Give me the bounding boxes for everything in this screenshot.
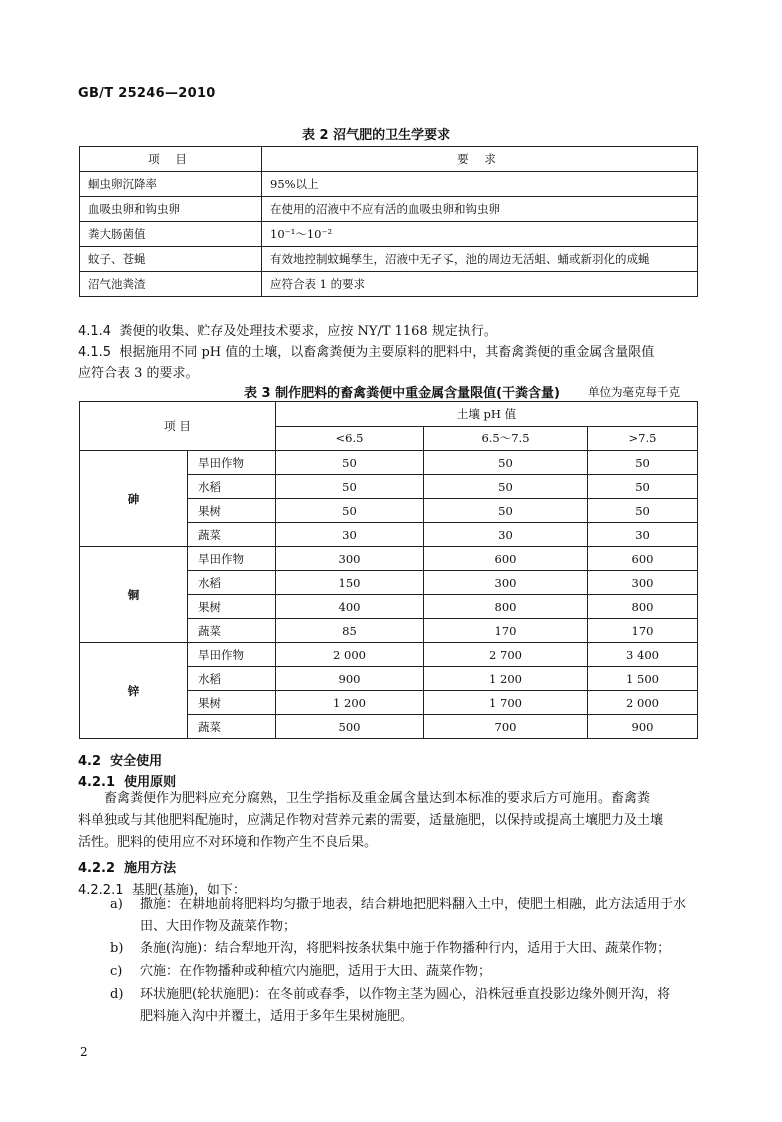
table2-col-item: 项 目 (80, 147, 262, 172)
list-item-text: 肥料施入沟中并覆土，适用于多年生果树施肥。 (140, 1009, 414, 1024)
table3-header-row (80, 402, 698, 427)
value-cell: 600 (424, 547, 588, 571)
table2-req: 在使用的沼液中不应有活的血吸虫卵和钩虫卵 (262, 197, 698, 222)
table-row (80, 247, 698, 272)
table2-req: 应符合表 1 的要求 (262, 272, 698, 297)
value-cell: 900 (588, 715, 698, 739)
value-cell: 50 (276, 499, 424, 523)
table-row (80, 172, 698, 197)
crop-label: 果树 (188, 499, 276, 523)
value-cell: 1 500 (588, 667, 698, 691)
table-row (80, 222, 698, 247)
table2-item: 蛔虫卵沉降率 (80, 172, 262, 197)
value-cell: 50 (588, 475, 698, 499)
table2-caption: 表 2 沼气肥的卫生学要求 (302, 128, 451, 143)
value-cell: 50 (588, 451, 698, 475)
value-cell: 2 700 (424, 643, 588, 667)
list-item-label: a) (110, 897, 123, 912)
table2-item: 粪大肠菌值 (80, 222, 262, 247)
table3-unit: 单位为毫克每千克 (588, 385, 680, 399)
list-item-text: 撒施：在耕地前将肥料均匀撒于地表，结合耕地把肥料翻入土中，使肥土相融，此方法适用于水 (140, 897, 687, 912)
section-number: 4.2 (78, 754, 102, 769)
value-cell: 30 (424, 523, 588, 547)
list-item-label: b) (110, 941, 124, 956)
clause-number: 4.1.5 (78, 345, 112, 360)
table2-req: 95%以上 (262, 172, 698, 197)
table2-req: 10⁻¹～10⁻² (262, 222, 698, 247)
table-row (80, 197, 698, 222)
clause-4-1-5-cont: 应符合表 3 的要求。 (78, 366, 199, 381)
value-cell: 50 (276, 475, 424, 499)
value-cell: 300 (424, 571, 588, 595)
value-cell: 150 (276, 571, 424, 595)
table2-header-row (80, 147, 698, 172)
section-title: 安全使用 (110, 754, 163, 769)
table-row (80, 451, 698, 475)
crop-label: 蔬菜 (188, 619, 276, 643)
value-cell: 2 000 (276, 643, 424, 667)
value-cell: 1 200 (424, 667, 588, 691)
table3 (79, 401, 698, 739)
table3-col-ph: 土壤 pH 值 (276, 402, 698, 427)
crop-label: 水稻 (188, 667, 276, 691)
section-title: 使用原则 (124, 775, 177, 790)
value-cell: 50 (424, 499, 588, 523)
clause-text: 粪便的收集、贮存及处理技术要求，应按 NY/T 1168 规定执行。 (119, 324, 497, 339)
crop-label: 水稻 (188, 571, 276, 595)
table3-col-item: 项 目 (80, 402, 276, 451)
value-cell: 50 (424, 475, 588, 499)
value-cell: 50 (276, 451, 424, 475)
page-number: 2 (80, 1045, 88, 1059)
crop-label: 蔬菜 (188, 523, 276, 547)
clause-number: 4.1.4 (78, 324, 112, 339)
list-item-label: c) (110, 964, 123, 979)
table2-item: 血吸虫卵和钩虫卵 (80, 197, 262, 222)
value-cell: 300 (276, 547, 424, 571)
list-item-text: 穴施：在作物播种或种植穴内施肥，适用于大田、蔬菜作物； (140, 964, 492, 979)
paragraph-line: 料单独或与其他肥料配施时，应满足作物对营养元素的需要，适量施肥，以保持或提高土壤肥力及土壤 (78, 813, 664, 828)
value-cell: 800 (588, 595, 698, 619)
table2 (79, 146, 698, 297)
clause-text: 基肥(基施)，如下： (131, 883, 246, 898)
value-cell: 85 (276, 619, 424, 643)
table3-ph-range: 6.5～7.5 (424, 426, 588, 451)
section-title: 施用方法 (124, 861, 177, 876)
element-label: 铜 (80, 547, 188, 643)
table2-col-req: 要 求 (262, 147, 698, 172)
section-4-2-2-heading (78, 857, 176, 876)
value-cell: 50 (424, 451, 588, 475)
crop-label: 水稻 (188, 475, 276, 499)
clause-text: 根据施用不同 pH 值的土壤，以畜禽粪便为主要原料的肥料中，其畜禽粪便的重金属含量限值 (119, 345, 655, 360)
table3-ph-range: >7.5 (588, 426, 698, 451)
value-cell: 700 (424, 715, 588, 739)
table-row (80, 643, 698, 667)
table-row (80, 272, 698, 297)
clause-4-1-5 (78, 341, 654, 360)
value-cell: 2 000 (588, 691, 698, 715)
table2-item: 蚊子、苍蝇 (80, 247, 262, 272)
value-cell: 600 (588, 547, 698, 571)
value-cell: 1 700 (424, 691, 588, 715)
value-cell: 3 400 (588, 643, 698, 667)
element-label: 锌 (80, 643, 188, 739)
crop-label: 蔬菜 (188, 715, 276, 739)
list-item-label: d) (110, 987, 124, 1002)
element-label: 砷 (80, 451, 188, 547)
section-4-2-heading (78, 750, 162, 769)
list-item-text: 田、大田作物及蔬菜作物； (140, 919, 297, 934)
value-cell: 500 (276, 715, 424, 739)
section-number: 4.2.1 (78, 775, 116, 790)
value-cell: 300 (588, 571, 698, 595)
paragraph-line: 活性。肥料的使用应不对环境和作物产生不良后果。 (78, 835, 378, 850)
crop-label: 旱田作物 (188, 643, 276, 667)
value-cell: 30 (276, 523, 424, 547)
paragraph-line: 畜禽粪便作为肥料应充分腐熟，卫生学指标及重金属含量达到本标准的要求后方可施用。畜禽粪 (104, 791, 651, 806)
value-cell: 30 (588, 523, 698, 547)
list-item-text: 环状施肥(轮状施肥)：在冬前或春季，以作物主茎为圆心，沿株冠垂直投影边缘外侧开沟，将 (140, 987, 671, 1002)
table2-item: 沼气池粪渣 (80, 272, 262, 297)
table3-ph-range: <6.5 (276, 426, 424, 451)
list-item-text: 条施(沟施)：结合犁地开沟，将肥料按条状集中施于作物播种行内，适用于大田、蔬菜作物； (140, 941, 671, 956)
crop-label: 果树 (188, 595, 276, 619)
clause-number: 4.2.2.1 (78, 883, 124, 898)
value-cell: 50 (588, 499, 698, 523)
value-cell: 170 (588, 619, 698, 643)
value-cell: 900 (276, 667, 424, 691)
table3-caption: 表 3 制作肥料的畜禽粪便中重金属含量限值(干粪含量) (244, 386, 560, 401)
value-cell: 170 (424, 619, 588, 643)
crop-label: 旱田作物 (188, 547, 276, 571)
value-cell: 400 (276, 595, 424, 619)
clause-4-1-4 (78, 320, 497, 339)
table-row (80, 547, 698, 571)
standard-code: GB/T 25246—2010 (78, 86, 216, 101)
crop-label: 旱田作物 (188, 451, 276, 475)
crop-label: 果树 (188, 691, 276, 715)
section-number: 4.2.2 (78, 861, 116, 876)
value-cell: 800 (424, 595, 588, 619)
table2-req: 有效地控制蚊蝇孳生，沼液中无孑孓，池的周边无活蛆、蛹或新羽化的成蝇 (262, 247, 698, 272)
value-cell: 1 200 (276, 691, 424, 715)
